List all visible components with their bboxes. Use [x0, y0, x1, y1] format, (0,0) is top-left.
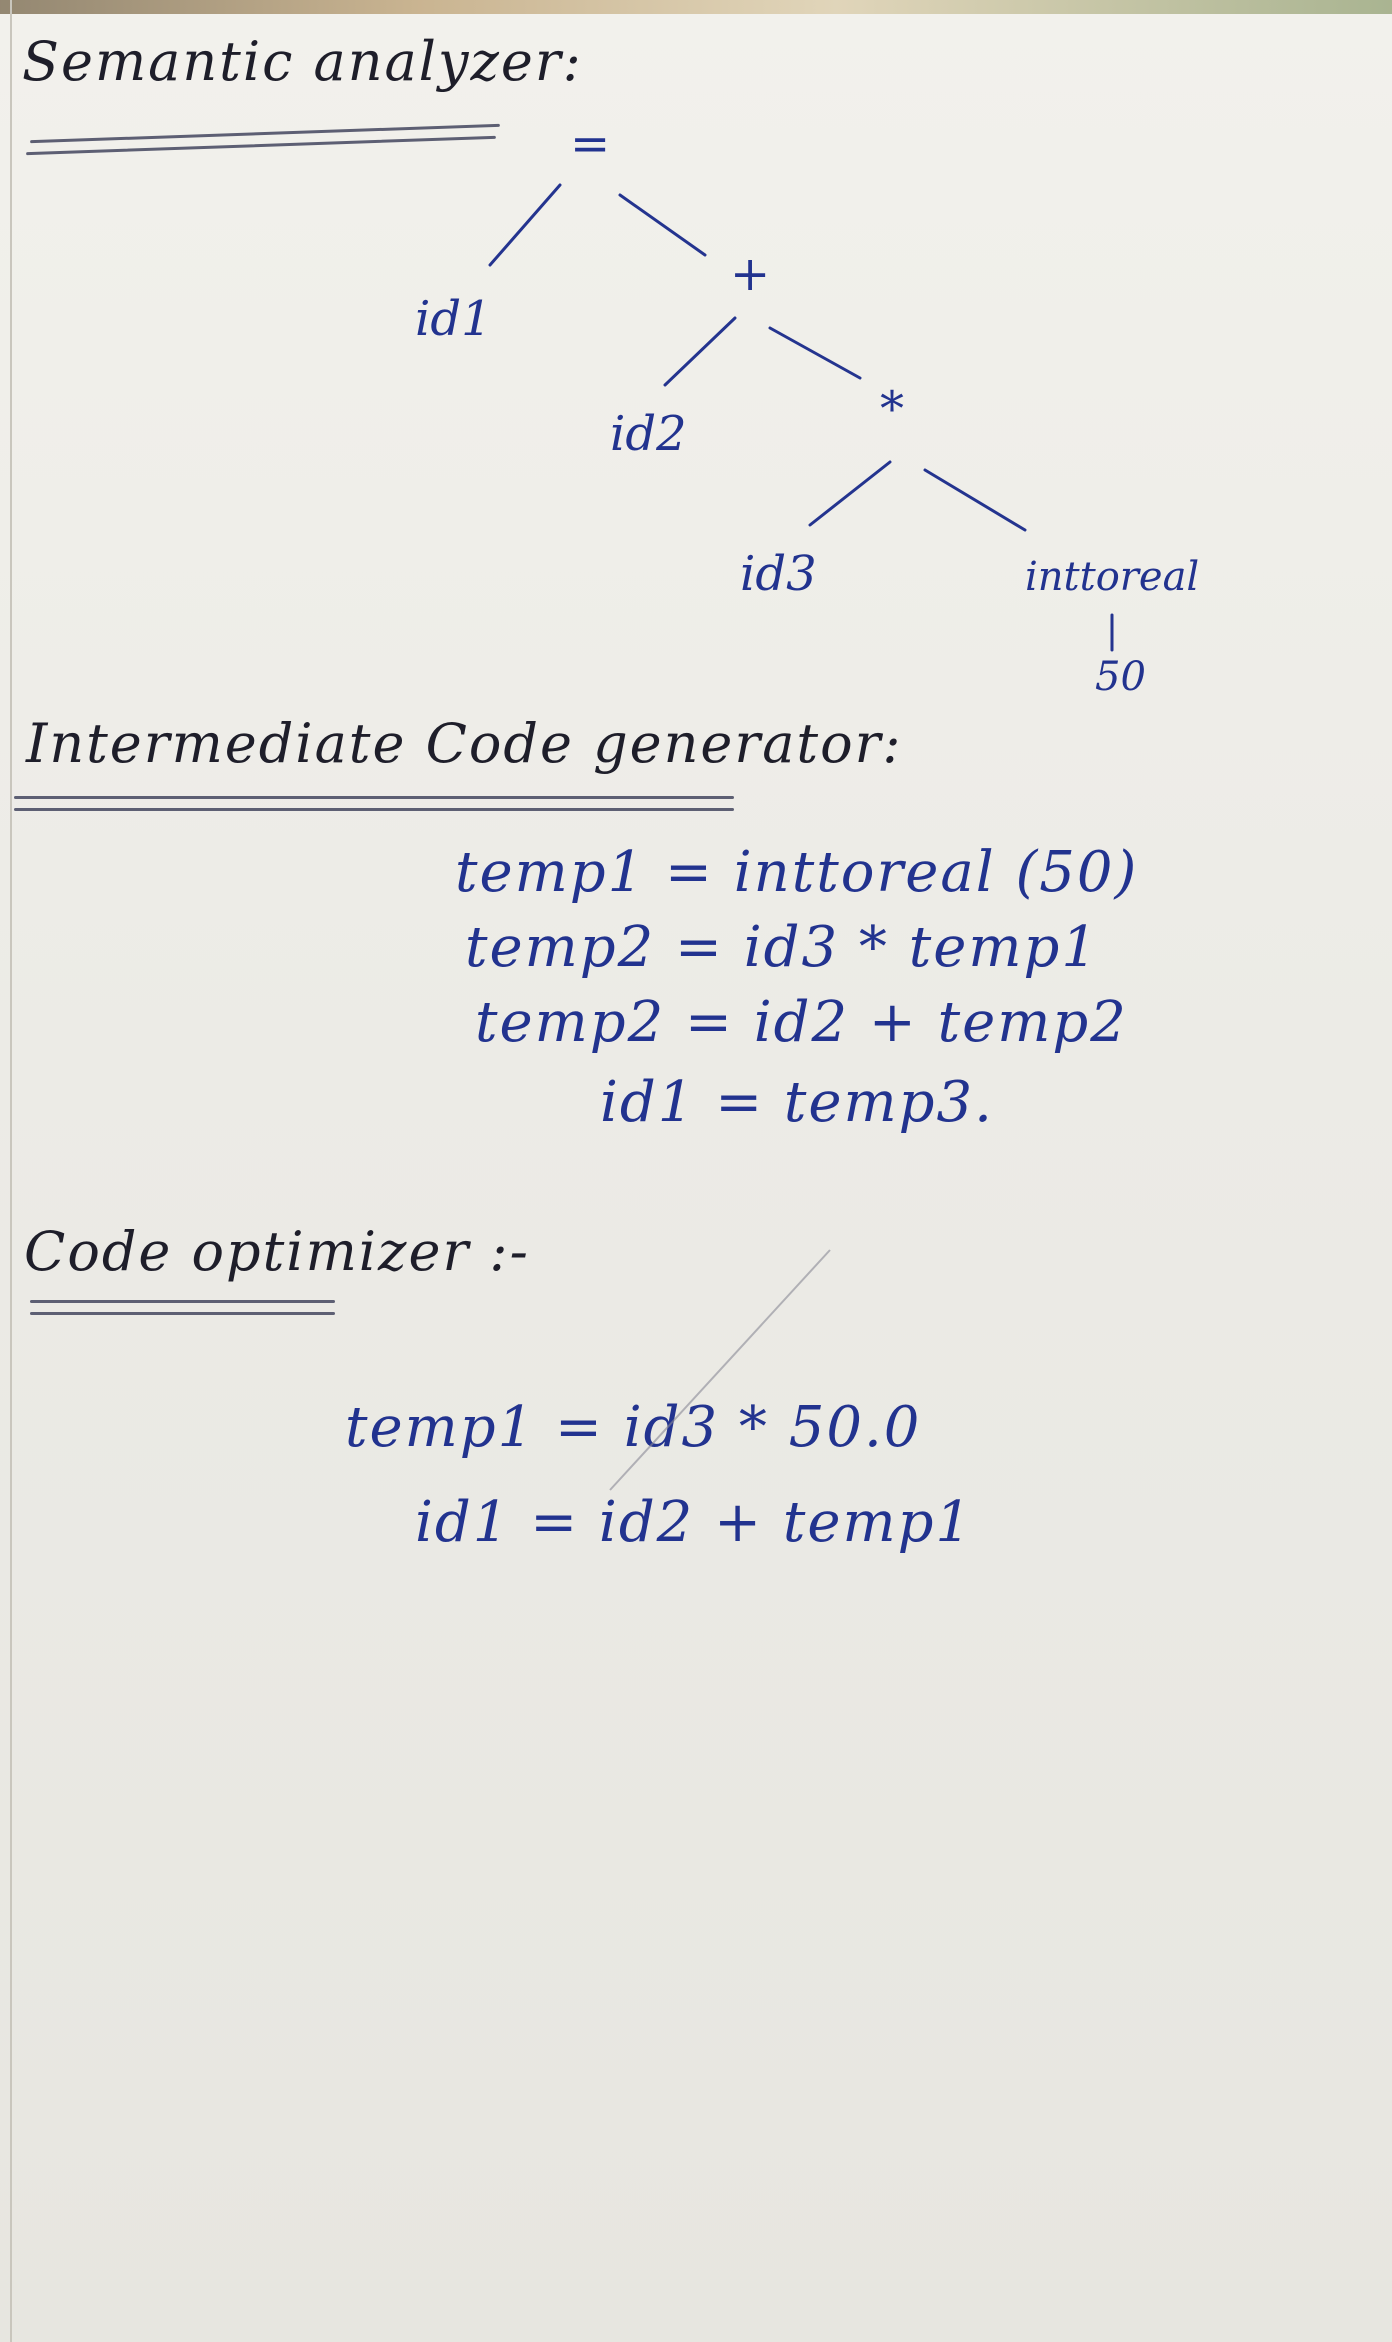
tree-node-times: * [880, 381, 904, 437]
intermediate-heading-underline-2 [14, 808, 734, 811]
tree-edge-assign-plus [620, 195, 705, 255]
tree-node-assign: = [570, 116, 611, 172]
pencil-stroke-mark [600, 1240, 840, 1500]
optimizer-line-2: id1 = id2 + temp1 [415, 1490, 974, 1555]
tree-node-id3: id3 [740, 546, 817, 602]
tree-edge-times-inttoreal [925, 470, 1025, 530]
intermediate-line-3: temp2 = id2 + temp2 [475, 990, 1128, 1055]
optimizer-heading-underline-2 [30, 1312, 335, 1315]
intermediate-code-generator-heading: Intermediate Code generator: [26, 712, 903, 775]
tree-node-50: 50 [1095, 654, 1146, 700]
tree-edge-plus-id2 [665, 318, 735, 385]
semantic-analyzer-heading: Semantic analyzer: [22, 30, 583, 93]
tree-node-plus: + [730, 246, 771, 302]
tree-node-inttoreal: inttoreal [1025, 554, 1200, 600]
tree-node-id2: id2 [610, 406, 687, 462]
optimizer-heading-underline-1 [30, 1300, 335, 1303]
intermediate-heading-underline-1 [14, 796, 734, 799]
intermediate-line-4: id1 = temp3. [600, 1070, 994, 1135]
code-optimizer-heading: Code optimizer :- [24, 1220, 530, 1283]
tree-edge-assign-id1 [490, 185, 560, 265]
tree-edge-plus-times [770, 328, 860, 378]
tree-node-id1: id1 [415, 291, 492, 347]
optimizer-line-1: temp1 = id3 * 50.0 [345, 1395, 922, 1460]
tree-edge-times-id3 [810, 462, 890, 525]
intermediate-line-1: temp1 = inttoreal (50) [455, 840, 1139, 905]
intermediate-line-2: temp2 = id3 * temp1 [465, 915, 1099, 980]
